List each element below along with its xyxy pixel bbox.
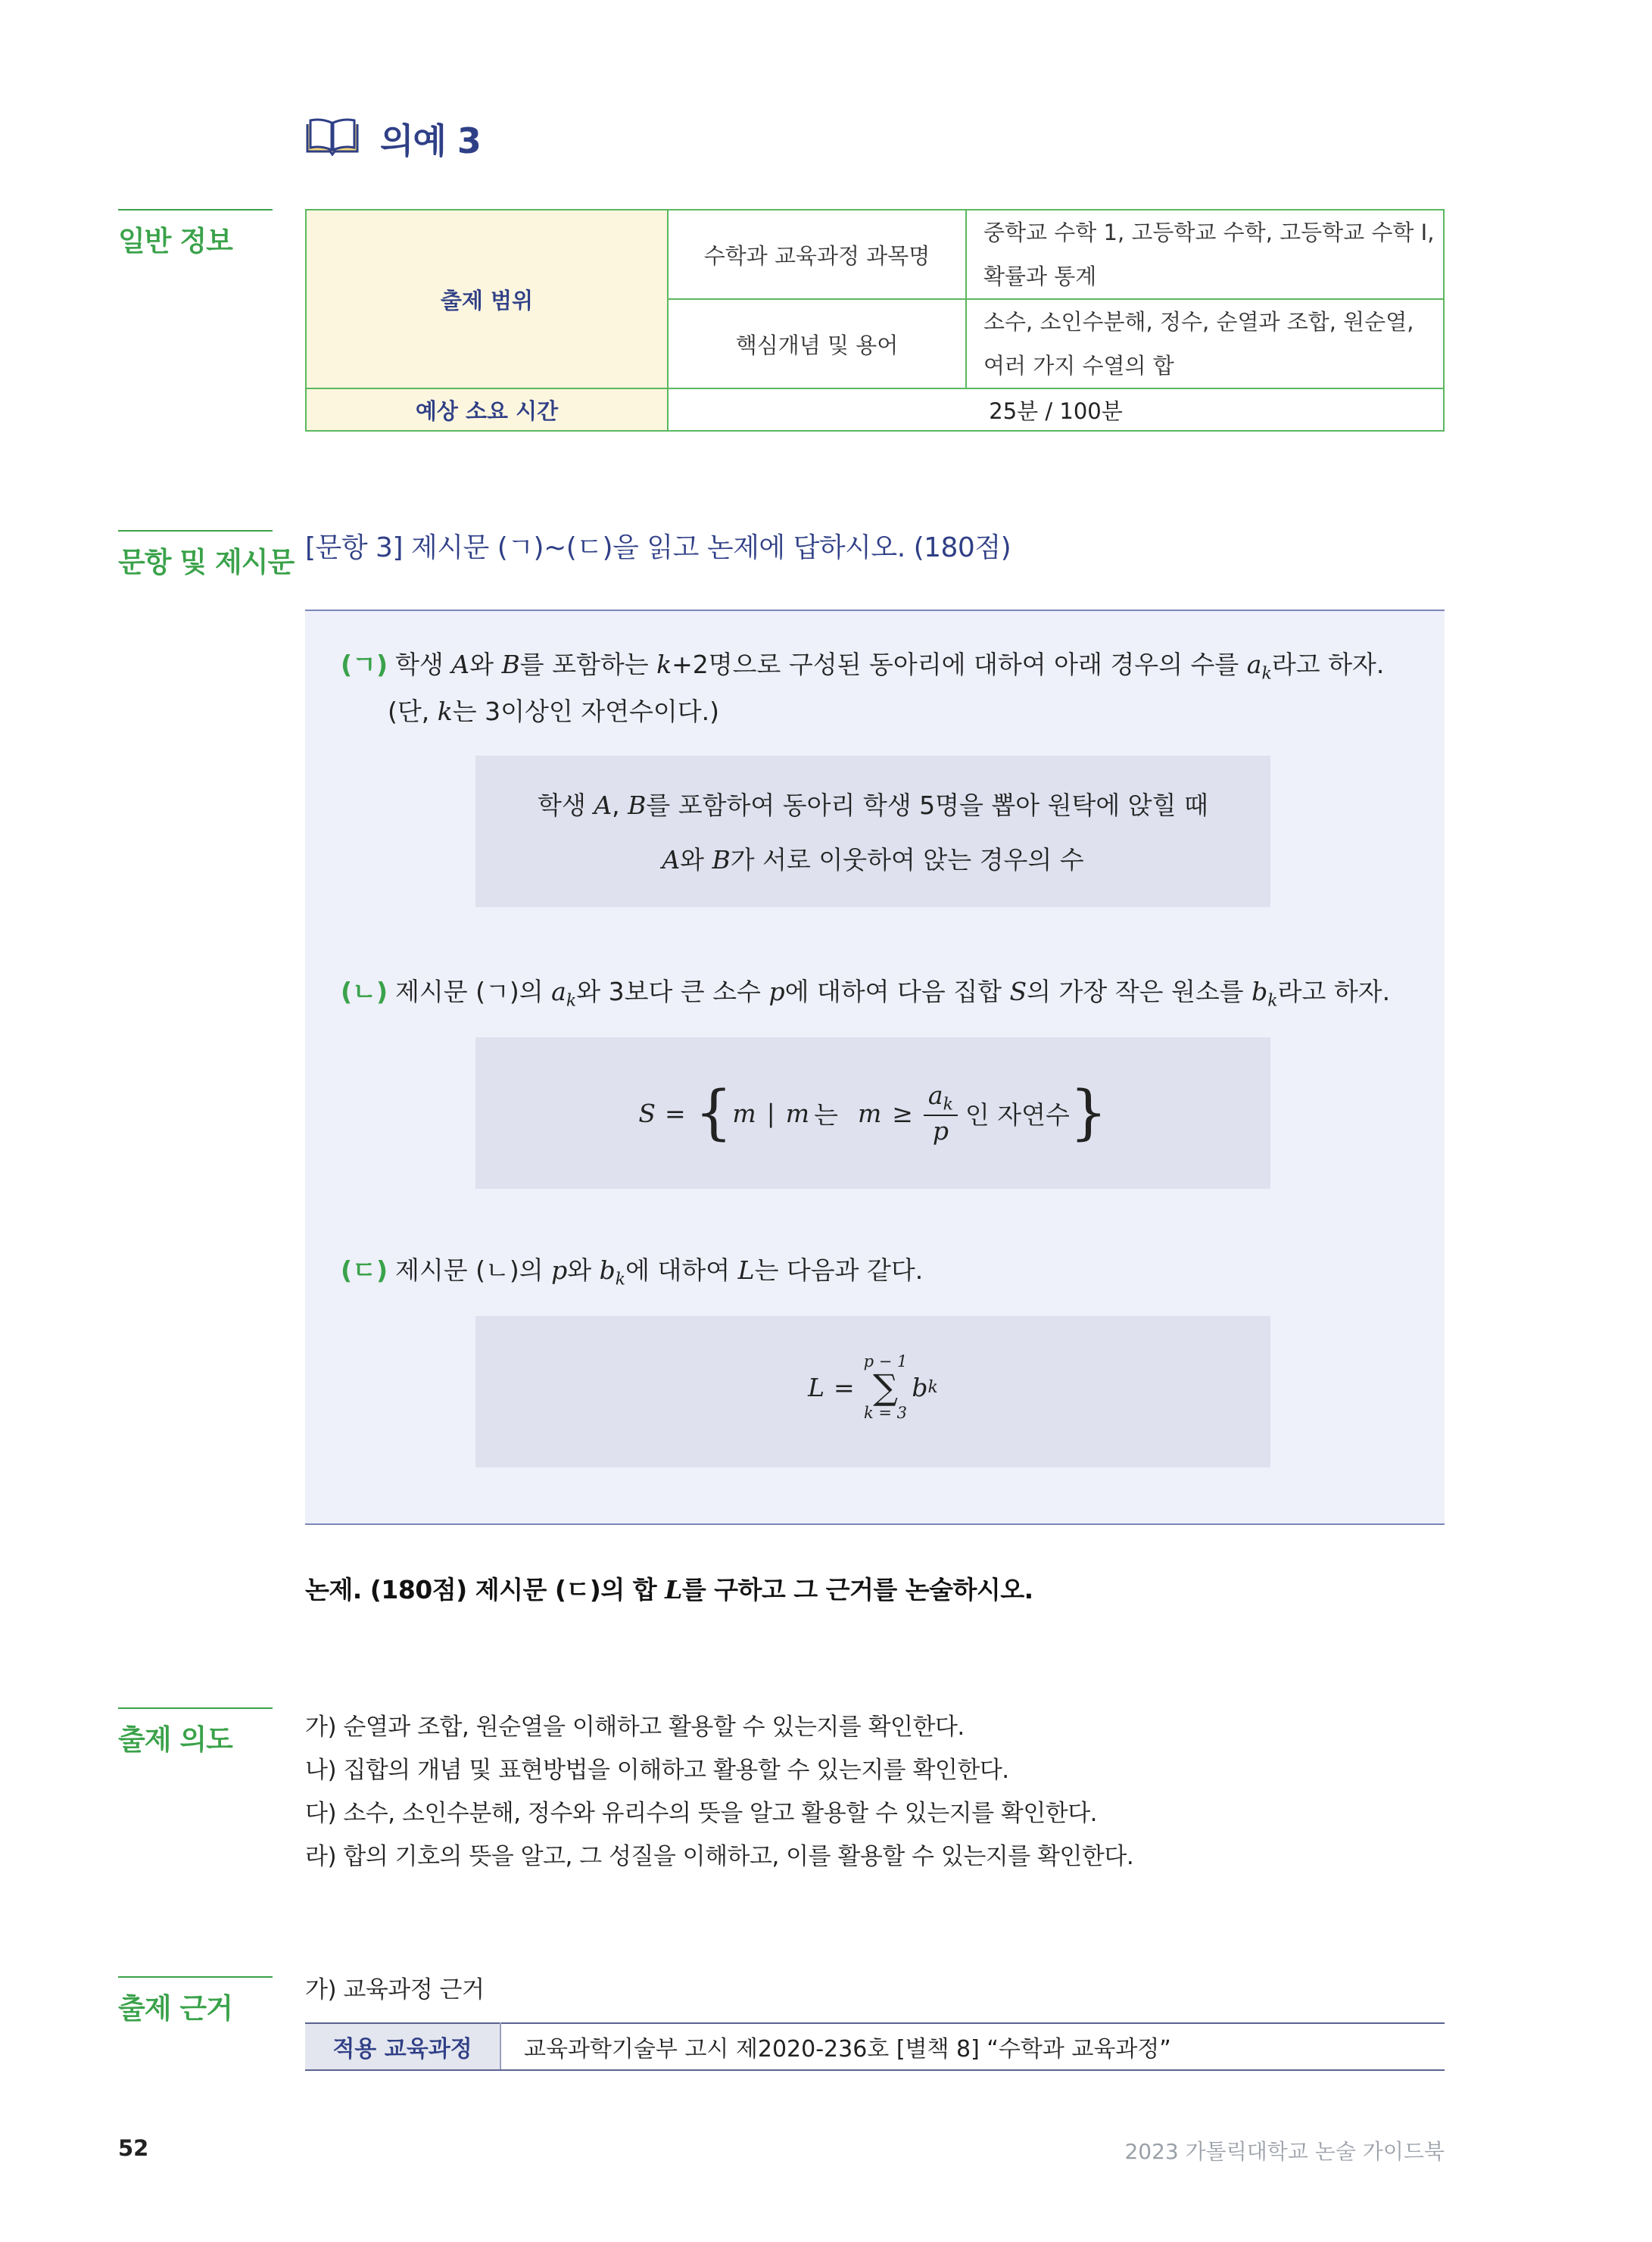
general-info-table (305, 209, 1445, 432)
fraction: $\frac{a_k}{p}$ (924, 1080, 958, 1146)
passage-b: (ㄴ) 제시문 (ㄱ)의 $a_k$와 3보다 큰 소수 p에 대하여 다음 집합 S의 가장 작은 원소를 $b_k$라고 하자. (341, 977, 1391, 1011)
time-value: 25분 / 100분 (668, 388, 1444, 431)
set-formula-box (475, 1037, 1270, 1189)
time-label: 예상 소요 시간 (306, 388, 668, 431)
passage-a-box-line: A와 B가 서로 이웃하여 앉는 경우의 수 (662, 845, 1084, 875)
section-label-question: 문항 및 제시문 (118, 546, 295, 578)
sum-formula-box (475, 1316, 1270, 1467)
basis-heading: 가) 교육과정 근거 (305, 1976, 485, 2003)
concepts-line: 소수, 소인수분해, 정수, 순열과 조합, 원순열, (983, 309, 1414, 335)
curriculum-table (305, 2022, 1445, 2071)
passage-mark: (ㄱ) (341, 650, 388, 679)
intent-item: 라) 합의 기호의 뜻을 알고, 그 성질을 이해하고, 이를 활용할 수 있는지를 확인한다. (305, 1843, 1134, 1870)
passage-a-box (475, 756, 1270, 907)
subjects-value (966, 210, 1444, 299)
passage-mark: (ㄷ) (341, 1255, 388, 1285)
question-title: [문항 3] 제시문 (ㄱ)~(ㄷ)을 읽고 논제에 답하시오. (180점) (305, 532, 1011, 563)
essay-topic: 논제. (180점) 제시문 (ㄷ)의 합 L를 구하고 그 근거를 논술하시오. (305, 1575, 1033, 1604)
section-label-general: 일반 정보 (118, 225, 232, 257)
open-book-icon (304, 117, 360, 161)
footer-title: 2023 가톨릭대학교 논술 가이드북 (1124, 2139, 1445, 2164)
subjects-line: 중학교 수학 1, 고등학교 수학, 고등학교 수학 Ⅰ, (983, 220, 1435, 245)
intent-item: 나) 집합의 개념 및 표현방법을 이해하고 활용할 수 있는지를 확인한다. (305, 1757, 1009, 1784)
passage-a-note: (단, k는 3이상인 자연수이다.) (388, 697, 719, 726)
subjects-line: 확률과 통계 (983, 263, 1097, 289)
curriculum-label: 적용 교육과정 (305, 2023, 500, 2070)
intent-item: 가) 순열과 조합, 원순열을 이해하고 활용할 수 있는지를 확인한다. (305, 1713, 965, 1741)
section-label-basis: 출제 근거 (118, 1992, 232, 2025)
page-header (304, 114, 481, 164)
subjects-label: 수학과 교육과정 과목명 (668, 210, 966, 299)
concepts-label: 핵심개념 및 용어 (668, 299, 966, 388)
passage-a-box-line: 학생 A, B를 포함하여 동아리 학생 5명을 뽑아 원탁에 앉힐 때 (538, 790, 1208, 820)
section-divider (118, 1707, 273, 1709)
concepts-value (966, 299, 1444, 388)
passage-c: (ㄷ) 제시문 (ㄴ)의 p와 $b_k$에 대하여 L는 다음과 같다. (341, 1255, 924, 1289)
passage-a: (ㄱ) 학생 A와 B를 포함하는 k+2명으로 구성된 동아리에 대하여 아래 경우의 수를 $a_k$라고 하자. (341, 650, 1385, 684)
section-divider (118, 530, 273, 532)
section-divider (118, 209, 273, 210)
intent-item: 다) 소수, 소인수분해, 정수와 유리수의 뜻을 알고 활용할 수 있는지를 확인한다. (305, 1800, 1098, 1827)
section-divider (118, 1976, 273, 1978)
sigma-notation: p − 1 ∑ k = 3 (863, 1352, 908, 1422)
page-number: 52 (118, 2135, 149, 2161)
set-formula: S = { m | m 는 m ≥ $\frac{a_k}{p}$ 인 자연수 } (638, 1079, 1108, 1147)
concepts-line: 여러 가지 수열의 합 (983, 353, 1174, 379)
sum-formula: L = p − 1 ∑ k = 3 b k (808, 1352, 938, 1422)
curriculum-value: 교육과학기술부 고시 제2020-236호 [별책 8] “수학과 교육과정” (500, 2023, 1445, 2070)
page-title: 의예 3 (380, 120, 481, 161)
scope-label: 출제 범위 (306, 210, 668, 388)
section-label-intent: 출제 의도 (118, 1723, 232, 1756)
passage-mark: (ㄴ) (341, 977, 388, 1006)
